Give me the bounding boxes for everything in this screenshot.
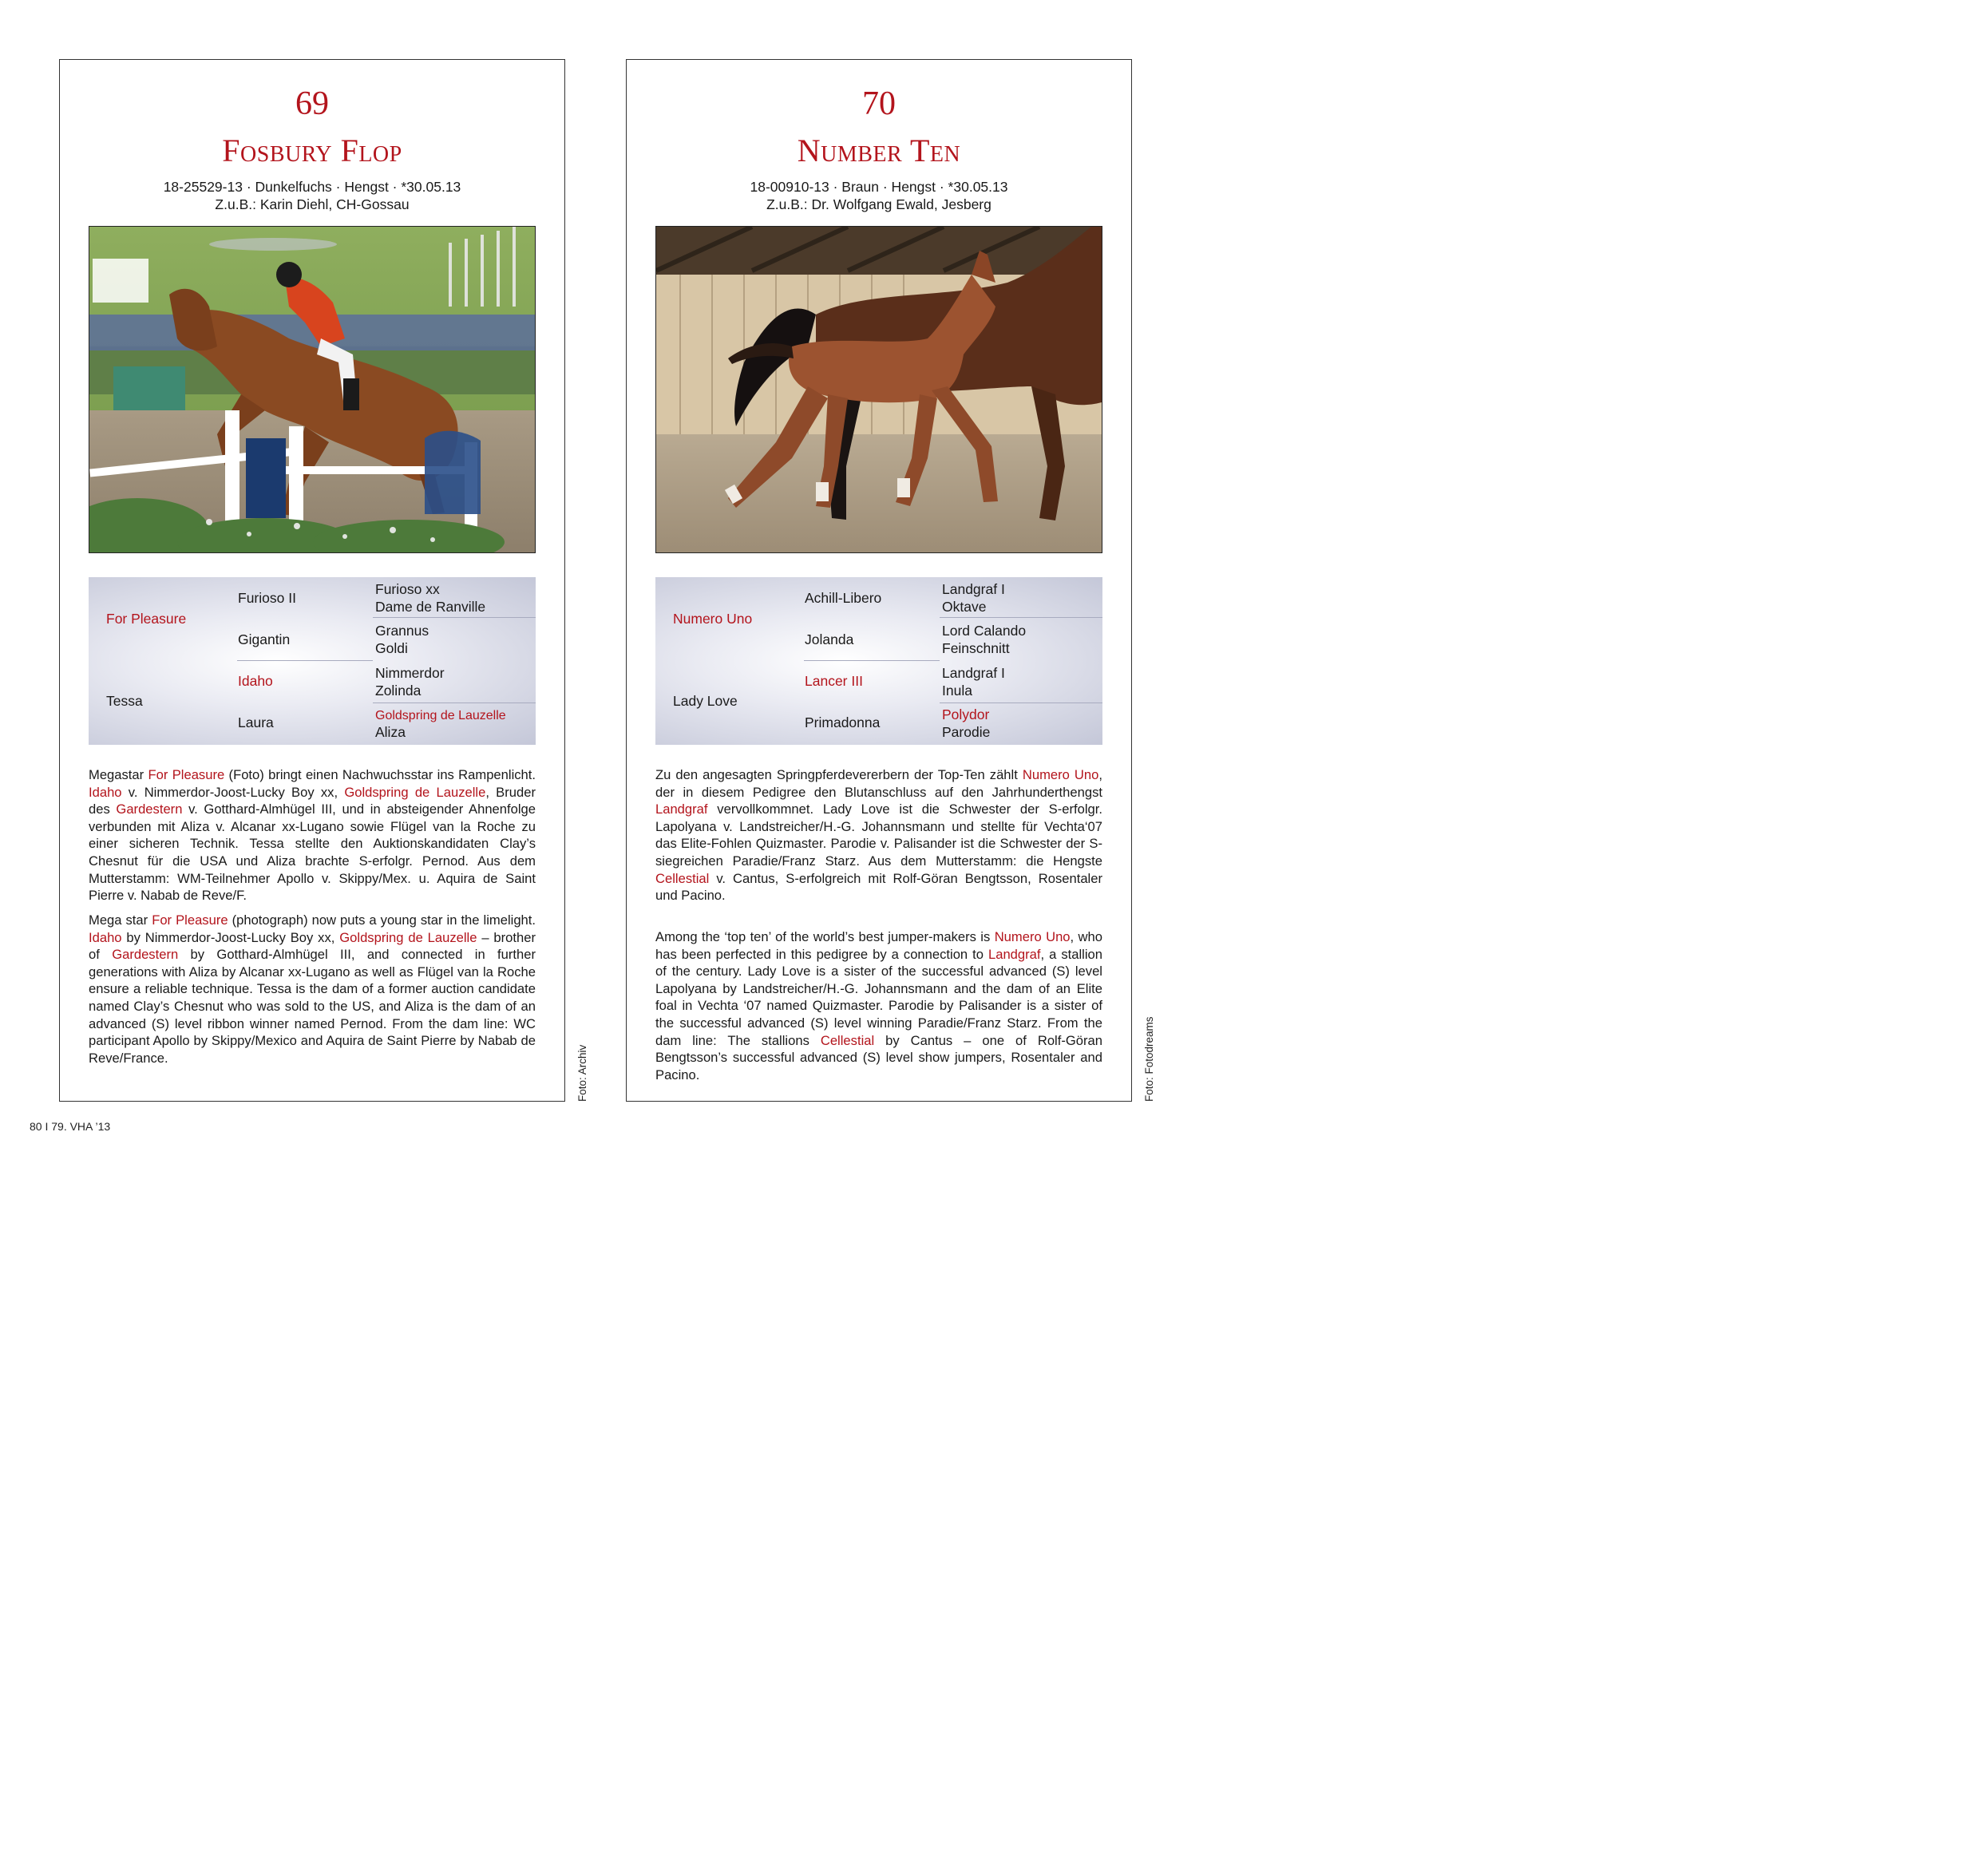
lot-number: 70 bbox=[862, 85, 896, 122]
pedigree-sire-dam: Jolanda bbox=[805, 631, 854, 647]
pedigree-ggd-3: Inula bbox=[942, 683, 972, 699]
pedigree-dam-sire: Idaho bbox=[238, 673, 273, 689]
pedigree-divider bbox=[804, 660, 940, 661]
breeder-line: Z.u.B.: Dr. Wolfgang Ewald, Jesberg bbox=[766, 196, 991, 212]
pedigree-ggs-3: Landgraf I bbox=[942, 665, 1005, 681]
pedigree-sire-sire: Furioso II bbox=[238, 590, 296, 606]
pedigree-divider bbox=[940, 617, 1102, 618]
horse-meta bbox=[60, 178, 564, 213]
pedigree-table bbox=[89, 577, 536, 745]
pedigree-divider bbox=[237, 660, 373, 661]
page-folio: 80 I 79. VHA ’13 bbox=[30, 1120, 111, 1133]
horse-photo bbox=[655, 226, 1102, 553]
pedigree-ggs-1: Furioso xx bbox=[375, 581, 440, 597]
lot-number: 69 bbox=[295, 85, 329, 122]
lot-card-70 bbox=[626, 59, 1132, 1102]
pedigree-ggs-3: Nimmerdor bbox=[375, 665, 445, 681]
pedigree-dam-dam: Laura bbox=[238, 714, 274, 730]
pedigree-ggd-1: Oktave bbox=[942, 599, 987, 615]
description-english: Among the ‘top ten’ of the world’s best jumper-makers is Numero Uno, who has been perfected in this pedigree by a connection to Landgraf, a stallion of the century. Lady Love is a sister of the successful advanced (S) level Lapolyana by Landstreicher/H.-G. Johannsmann and the dam of an Elite foal in Vechta ‘07 named Quizmaster. Parodie by Palisander is a sister of the successful advanced (S) level winning Paradie/Franz Starz. From the dam line: The stallions Cellestial by Cantus – one of Rolf-Göran Bengtsson’s successful advanced (S) level show jumpers, Rosentaler and Pacino. bbox=[655, 929, 1102, 1082]
pedigree-ggd-4: Parodie bbox=[942, 724, 991, 740]
pedigree-ggs-4: Polydor bbox=[942, 706, 990, 722]
pedigree-ggd-2: Goldi bbox=[375, 640, 408, 656]
photo-credit: Foto: Archiv bbox=[576, 1044, 588, 1102]
pedigree-ggd-4: Aliza bbox=[375, 724, 406, 740]
pedigree-ggd-3: Zolinda bbox=[375, 683, 422, 699]
pedigree-dam: Tessa bbox=[106, 693, 143, 709]
pedigree-ggs-2: Grannus bbox=[375, 623, 429, 639]
pedigree-sire-sire: Achill-Libero bbox=[805, 590, 882, 606]
registration-line: 18-25529-13 · Dunkelfuchs · Hengst · *30.05.13 bbox=[163, 179, 461, 195]
pedigree-ggd-1: Dame de Ranville bbox=[375, 599, 486, 615]
horse-name: Fosbury Flop bbox=[222, 133, 402, 168]
breeder-line: Z.u.B.: Karin Diehl, CH-Gossau bbox=[215, 196, 410, 212]
pedigree-dam-dam: Primadonna bbox=[805, 714, 881, 730]
pedigree-dam: Lady Love bbox=[673, 693, 738, 709]
horse-name: Number Ten bbox=[797, 133, 961, 168]
horse-meta bbox=[627, 178, 1131, 213]
pedigree-ggs-4: Goldspring de Lauzelle bbox=[375, 709, 506, 722]
horse-photo bbox=[89, 226, 536, 553]
description-german: Zu den angesagten Springpferdevererbern der Top-Ten zählt Numero Uno, der in diesem Pedigree den Blutanschluss auf den Jahrhunderthengst Landgraf vervollkommnet. Lady Love ist die Schwester der S-erfolgr. Lapolyana v. Landstreicher/H.-G. Johannsmann und stellte für Vechta‘07 das Elite-Fohlen Quizmaster. Parodie v. Palisander ist die Schwester der S-siegreichen Paradie/Franz Starz. Aus dem Mutterstamm: die Hengste Cellestial v. Cantus, S-erfolgreich mit Rolf-Göran Bengtsson, Rosentaler und Pacino. bbox=[655, 767, 1102, 904]
pedigree-divider bbox=[373, 617, 536, 618]
description-german: Megastar For Pleasure (Foto) bringt einen Nachwuchsstar ins Rampenlicht. Idaho v. Nimmerdor-Joost-Lucky Boy xx, Goldspring de Lauzelle, Bruder des Gardestern v. Gotthard-Almhügel III, und in absteigender Ahnenfolge verbunden mit Aliza v. Alcanar xx-Lugano sowie Flügel van la Roche zu einer sicheren Technik. Tessa stellte den Auktionskandidaten Clay’s Chesnut für die USA und Aliza brachte S-erfolgr. Pernod. Aus dem Mutterstamm: WM-Teilnehmer Apollo v. Skippy/Mex. u. Aquira de Saint Pierre v. Nabab de Reve/F. bbox=[89, 767, 536, 904]
registration-line: 18-00910-13 · Braun · Hengst · *30.05.13 bbox=[750, 179, 1008, 195]
lot-card-69 bbox=[59, 59, 565, 1102]
pedigree-sire: For Pleasure bbox=[106, 611, 187, 627]
pedigree-ggd-2: Feinschnitt bbox=[942, 640, 1010, 656]
pedigree-sire: Numero Uno bbox=[673, 611, 753, 627]
pedigree-ggs-2: Lord Calando bbox=[942, 623, 1027, 639]
pedigree-table bbox=[655, 577, 1102, 745]
pedigree-dam-sire: Lancer III bbox=[805, 673, 863, 689]
photo-credit: Foto: Fotodreams bbox=[1143, 1016, 1155, 1102]
pedigree-sire-dam: Gigantin bbox=[238, 631, 291, 647]
pedigree-ggs-1: Landgraf I bbox=[942, 581, 1005, 597]
description-english: Mega star For Pleasure (photograph) now puts a young star in the limelight. Idaho by Nimmerdor-Joost-Lucky Boy xx, Goldspring de Lauzelle – brother of Gardestern by Gotthard-Almhügel III, and connected in further generations with Aliza by Alcanar xx-Lugano as well as Flügel van la Roche ensure a reliable technique. Tessa is the dam of a former auction candidate named Clay’s Chesnut who was sold to the US, and Aliza is the dam of an advanced (S) level ribbon winner named Pernod. From the dam line: WC participant Apollo by Skippy/Mexico and Aquira de Saint Pierre by Nabab de Reve/France. bbox=[89, 912, 536, 1066]
